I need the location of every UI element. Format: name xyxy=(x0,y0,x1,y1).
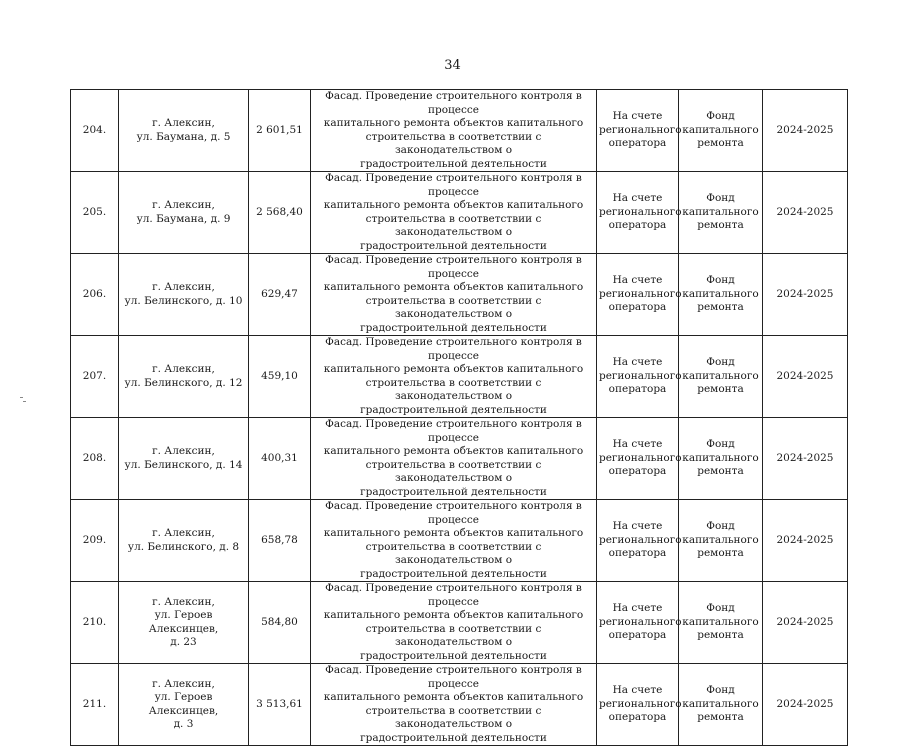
period-cell: 2024-2025 xyxy=(763,418,848,500)
funding-source-cell xyxy=(679,90,763,172)
account-line: На счете xyxy=(612,110,663,123)
account-line: регионального xyxy=(599,287,682,300)
work-type-line: Фасад. Проведение строительного контроля в процессе xyxy=(325,582,582,608)
funding-source-line: капитального xyxy=(682,697,759,710)
account-line: оператора xyxy=(608,219,667,232)
address-city: г. Алексин, xyxy=(152,199,215,211)
area-cell: 400,31 xyxy=(249,418,311,500)
work-type-line: градостроительной деятельности xyxy=(360,321,547,334)
work-type-line: Фасад. Проведение строительного контроля в процессе xyxy=(325,418,582,444)
work-type-line: градостроительной деятельности xyxy=(360,157,547,170)
work-type-line: градостроительной деятельности xyxy=(360,485,547,498)
account-cell xyxy=(597,500,682,582)
address-cell xyxy=(119,172,249,254)
table-row xyxy=(71,172,848,254)
work-type-line: Фасад. Проведение строительного контроля в процессе xyxy=(325,90,582,116)
funding-source-cell xyxy=(679,664,763,746)
work-type-cell xyxy=(311,500,597,582)
period-cell: 2024-2025 xyxy=(763,500,848,582)
area-cell: 584,80 xyxy=(249,582,311,664)
address-cell xyxy=(119,582,249,664)
account-cell xyxy=(597,254,682,336)
funding-source-line: капитального xyxy=(682,451,759,464)
address-street: ул. Героев Алексинцев, xyxy=(148,691,219,717)
account-cell xyxy=(597,336,682,418)
work-type-cell xyxy=(311,172,597,254)
table-body xyxy=(71,90,848,746)
account-cell xyxy=(597,90,682,172)
page-number: 34 xyxy=(444,58,461,73)
address-street: ул. Баумана, д. 9 xyxy=(136,212,231,225)
account-line: оператора xyxy=(608,301,667,314)
work-type-line: градостроительной деятельности xyxy=(360,567,547,580)
funding-source-line: капитального xyxy=(682,615,759,628)
table-row xyxy=(71,336,848,418)
funding-source-line: капитального xyxy=(682,123,759,136)
account-line: На счете xyxy=(612,520,663,533)
period-cell: 2024-2025 xyxy=(763,582,848,664)
address-city: г. Алексин, xyxy=(152,117,215,129)
account-line: На счете xyxy=(612,438,663,451)
funding-source-line: ремонта xyxy=(697,711,744,724)
account-line: регионального xyxy=(599,533,682,546)
funding-source-line: Фонд xyxy=(706,356,735,369)
row-number-cell: 205. xyxy=(71,172,119,254)
address-street: ул. Героев Алексинцев, xyxy=(148,609,219,635)
work-type-line: градостроительной деятельности xyxy=(360,731,547,744)
funding-source-cell xyxy=(679,418,763,500)
work-type-line: Фасад. Проведение строительного контроля в процессе xyxy=(325,172,582,198)
work-type-line: капитального ремонта объектов капитального xyxy=(323,691,584,703)
funding-source-line: Фонд xyxy=(706,520,735,533)
funding-source-line: Фонд xyxy=(706,274,735,287)
work-type-line: капитального ремонта объектов капитального xyxy=(323,445,584,457)
work-type-line: капитального ремонта объектов капитального xyxy=(323,199,584,211)
work-type-cell xyxy=(311,664,597,746)
table-row xyxy=(71,582,848,664)
address-street: ул. Белинского, д. 14 xyxy=(124,458,243,471)
works-table xyxy=(70,89,848,746)
work-type-line: капитального ремонта объектов капитального xyxy=(323,117,584,129)
address-cell xyxy=(119,336,249,418)
scan-speck xyxy=(20,397,23,398)
area-cell: 629,47 xyxy=(249,254,311,336)
address-street: ул. Белинского, д. 12 xyxy=(124,376,243,389)
address-cell xyxy=(119,90,249,172)
row-number-cell: 208. xyxy=(71,418,119,500)
address-city: г. Алексин, xyxy=(152,677,215,690)
address-street: д. 3 xyxy=(173,718,194,730)
area-cell: 2 601,51 xyxy=(249,90,311,172)
work-type-line: строительства в соответствии с законодательством о xyxy=(365,622,542,648)
account-line: оператора xyxy=(608,629,667,642)
table-row xyxy=(71,254,848,336)
account-line: оператора xyxy=(608,547,667,560)
account-line: На счете xyxy=(612,192,663,205)
account-cell xyxy=(597,172,682,254)
table-row xyxy=(71,500,848,582)
work-type-line: капитального ремонта объектов капитального xyxy=(323,363,584,375)
funding-source-line: капитального xyxy=(682,369,759,382)
work-type-line: капитального ремонта объектов капитального xyxy=(323,527,584,539)
funding-source-cell xyxy=(679,500,763,582)
row-number-cell: 209. xyxy=(71,500,119,582)
period-cell: 2024-2025 xyxy=(763,664,848,746)
funding-source-line: ремонта xyxy=(697,301,744,314)
work-type-cell xyxy=(311,418,597,500)
funding-source-line: капитального xyxy=(682,205,759,218)
account-line: оператора xyxy=(608,711,667,724)
funding-source-cell xyxy=(679,172,763,254)
account-line: оператора xyxy=(608,137,667,150)
table-row xyxy=(71,418,848,500)
period-cell: 2024-2025 xyxy=(763,172,848,254)
work-type-line: строительства в соответствии с законодательством о xyxy=(365,376,542,402)
work-type-cell xyxy=(311,90,597,172)
work-type-cell xyxy=(311,582,597,664)
area-cell: 2 568,40 xyxy=(249,172,311,254)
work-type-line: градостроительной деятельности xyxy=(360,649,547,662)
row-number-cell: 207. xyxy=(71,336,119,418)
work-type-line: строительства в соответствии с законодательством о xyxy=(365,294,542,320)
period-cell: 2024-2025 xyxy=(763,90,848,172)
work-type-line: строительства в соответствии с законодательством о xyxy=(365,704,542,730)
area-cell: 658,78 xyxy=(249,500,311,582)
row-number-cell: 210. xyxy=(71,582,119,664)
funding-source-line: ремонта xyxy=(697,137,744,150)
account-line: На счете xyxy=(612,274,663,287)
table-row xyxy=(71,90,848,172)
funding-source-line: Фонд xyxy=(706,110,735,123)
period-cell: 2024-2025 xyxy=(763,336,848,418)
account-line: На счете xyxy=(612,356,663,369)
scan-speck xyxy=(23,401,26,402)
work-type-line: строительства в соответствии с законодательством о xyxy=(365,458,542,484)
funding-source-cell xyxy=(679,336,763,418)
address-cell xyxy=(119,418,249,500)
address-city: г. Алексин, xyxy=(152,527,215,539)
funding-source-line: Фонд xyxy=(706,192,735,205)
address-cell xyxy=(119,664,249,746)
address-street: ул. Баумана, д. 5 xyxy=(136,130,231,143)
account-line: регионального xyxy=(599,451,682,464)
work-type-line: капитального ремонта объектов капитального xyxy=(323,281,584,293)
account-line: На счете xyxy=(612,602,663,615)
funding-source-line: ремонта xyxy=(697,629,744,642)
table-row xyxy=(71,664,848,746)
account-cell xyxy=(597,582,682,664)
account-line: оператора xyxy=(608,383,667,396)
funding-source-line: Фонд xyxy=(706,438,735,451)
work-type-cell xyxy=(311,336,597,418)
work-type-cell xyxy=(311,254,597,336)
area-cell: 459,10 xyxy=(249,336,311,418)
work-type-line: строительства в соответствии с законодательством о xyxy=(365,130,542,156)
address-city: г. Алексин, xyxy=(152,281,215,293)
address-city: г. Алексин, xyxy=(152,595,215,608)
address-city: г. Алексин, xyxy=(152,363,215,375)
account-line: регионального xyxy=(599,697,682,710)
work-type-line: Фасад. Проведение строительного контроля в процессе xyxy=(325,500,582,526)
address-street: д. 23 xyxy=(170,636,197,648)
funding-source-line: ремонта xyxy=(697,547,744,560)
account-line: регионального xyxy=(599,369,682,382)
row-number-cell: 211. xyxy=(71,664,119,746)
address-city: г. Алексин, xyxy=(152,445,215,457)
work-type-line: Фасад. Проведение строительного контроля в процессе xyxy=(325,664,582,690)
row-number-cell: 206. xyxy=(71,254,119,336)
address-street: ул. Белинского, д. 10 xyxy=(124,294,243,307)
account-line: регионального xyxy=(599,205,682,218)
period-cell: 2024-2025 xyxy=(763,254,848,336)
work-type-line: Фасад. Проведение строительного контроля в процессе xyxy=(325,254,582,280)
work-type-line: строительства в соответствии с законодательством о xyxy=(365,540,542,566)
funding-source-line: капитального xyxy=(682,287,759,300)
work-type-line: градостроительной деятельности xyxy=(360,403,547,416)
address-cell xyxy=(119,500,249,582)
funding-source-line: Фонд xyxy=(706,602,735,615)
funding-source-cell xyxy=(679,582,763,664)
funding-source-line: ремонта xyxy=(697,219,744,232)
funding-source-line: капитального xyxy=(682,533,759,546)
account-line: регионального xyxy=(599,123,682,136)
account-line: регионального xyxy=(599,615,682,628)
work-type-line: Фасад. Проведение строительного контроля в процессе xyxy=(325,336,582,362)
work-type-line: строительства в соответствии с законодательством о xyxy=(365,212,542,238)
work-type-line: градостроительной деятельности xyxy=(360,239,547,252)
account-line: оператора xyxy=(608,465,667,478)
funding-source-cell xyxy=(679,254,763,336)
funding-source-line: Фонд xyxy=(706,684,735,697)
funding-source-line: ремонта xyxy=(697,383,744,396)
row-number-cell: 204. xyxy=(71,90,119,172)
address-street: ул. Белинского, д. 8 xyxy=(127,540,240,553)
funding-source-line: ремонта xyxy=(697,465,744,478)
work-type-line: капитального ремонта объектов капитального xyxy=(323,609,584,621)
account-line: На счете xyxy=(612,684,663,697)
account-cell xyxy=(597,664,682,746)
account-cell xyxy=(597,418,682,500)
address-cell xyxy=(119,254,249,336)
area-cell: 3 513,61 xyxy=(249,664,311,746)
